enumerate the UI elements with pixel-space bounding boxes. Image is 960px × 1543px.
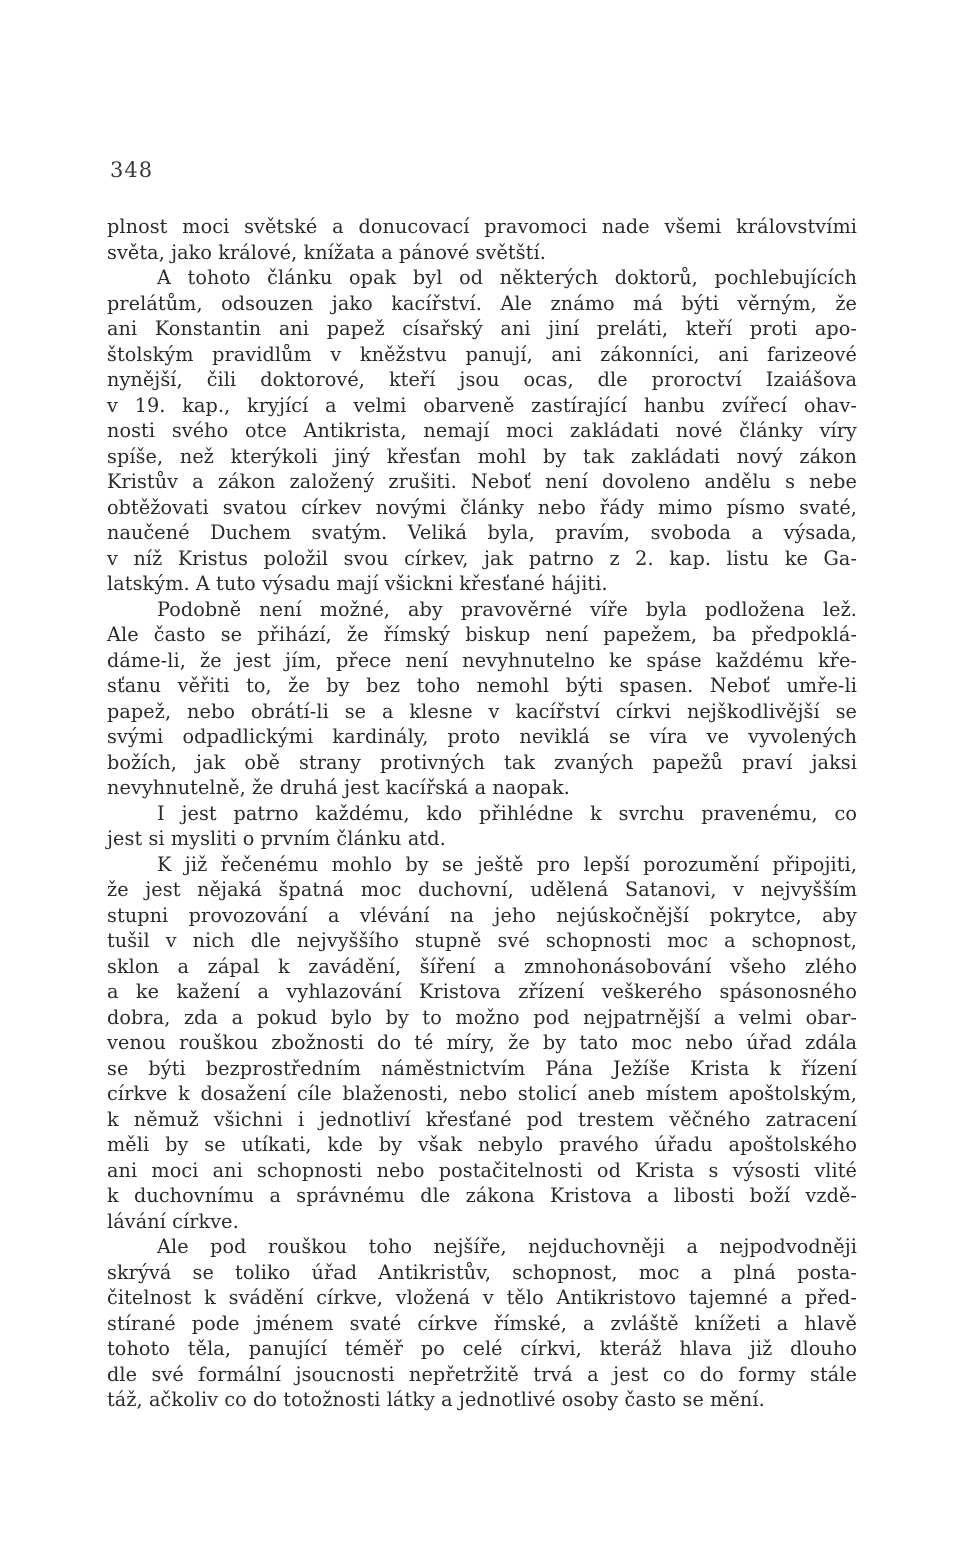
text-line: lávání církve. (107, 1209, 239, 1233)
text-line: ani moci ani schopnosti nebo postačitelnosti od Krista s výsosti vlité (107, 1158, 857, 1182)
text-line: spíše, než kterýkoli jiný křesťan mohl by tak zakládati nový zákon (107, 444, 857, 468)
text-line: dobra, zda a pokud bylo by to možno pod nejpatrnější a velmi obar- (107, 1005, 857, 1029)
text-line: stírané pode jménem svaté církve římské, a zvláště knížeti a hlavě (107, 1311, 857, 1335)
text-line: naučené Duchem svatým. Veliká byla, pravím, svoboda a výsada, (107, 521, 857, 544)
text-line: dáme-li, že jest jím, přece není nevyhnutelno ke spáse každému kře- (107, 648, 857, 672)
text-line: prelátům, odsouzen jako kacířství. Ale známo má býti věrným, že (107, 291, 857, 315)
text-line: sťanu věřiti to, že by bez toho nemohl býti spasen. Neboť umře-li (107, 674, 857, 697)
page-number: 348 (110, 158, 154, 182)
text-line: I jest patrno každému, kdo přihlédne k svrchu pravenému, co (157, 801, 857, 825)
text-line: štolským pravidlům v kněžstvu panují, ani zákonníci, ani farizeové (107, 342, 857, 366)
text-line: světa, jako králové, knížata a pánové světští. (107, 240, 546, 264)
text-line: nosti svého otce Antikrista, nemají moci zakládati nové články víry (107, 419, 857, 442)
text-line: ani Konstantin ani papež císařský ani jiní preláti, kteří proti apo- (107, 317, 857, 340)
text-line: papež, nebo obrátí-li se a klesne v kacířství církvi nejškodlivější se (107, 699, 857, 723)
text-line: A tohoto článku opak byl od některých doktorů, pochlebujících (157, 266, 857, 289)
text-line: se býti bezprostředním náměstnictvím Pána Ježíše Krista k řízení (107, 1056, 857, 1080)
text-line: dle své formální jsoucnosti nepřetržitě trvá a jest co do formy stále (107, 1362, 857, 1386)
text-line: svými odpadlickými kardinály, proto neviklá se víra ve vyvolených (107, 725, 857, 748)
text-line: Ale pod rouškou toho nejšíře, nejduchovněji a nejpodvodněji (157, 1235, 857, 1258)
text-line: plnost moci světské a donucovací pravomoci nade všemi královstvími (107, 215, 857, 238)
text-line: v 19. kap., kryjící a velmi obarveně zastírající hanbu zvířecí ohav- (107, 393, 857, 417)
text-line: Kristův a zákon založený zrušiti. Neboť není dovoleno andělu s nebe (107, 470, 857, 493)
text-line: že jest nějaká špatná moc duchovní, udělená Satanovi, v nejvyšším (107, 878, 857, 901)
text-line: čitelnost k svádění církve, vložená v tělo Antikristovo tajemné a před- (107, 1286, 857, 1309)
text-line: a ke kažení a vyhlazování Kristova zřízení veškerého spásonosného (107, 980, 857, 1003)
text-line: táž, ačkoliv co do totožnosti látky a jednotlivé osoby často se mění. (107, 1388, 765, 1411)
text-line: nynější, čili doktorové, kteří jsou ocas, dle proroctví Izaiášova (107, 368, 857, 391)
text-line: k němuž všichni i jednotliví křesťané pod trestem věčného zatracení (107, 1107, 857, 1131)
text-line: tohoto těla, panující téměř po celé církvi, kteráž hlava již dlouho (107, 1337, 857, 1360)
text-line: božích, jak obě strany protivných tak zvaných papežů praví jaksi (107, 750, 857, 774)
text-line: stupni provozování a vlévání na jeho nejúskočnější pokrytce, aby (107, 903, 857, 927)
text-line: Ale často se přihází, že římský biskup není papežem, ba předpoklá- (107, 623, 857, 646)
text-line: tušil v nich dle nejvyššího stupně své schopnosti moc a schopnost, (107, 929, 857, 952)
text-line: církve k dosažení cíle blaženosti, nebo stolicí aneb místem apoštolským, (107, 1082, 857, 1105)
text-line: měli by se utíkati, kde by však nebylo pravého úřadu apoštolského (107, 1133, 857, 1156)
text-line: nevyhnutelně, že druhá jest kacířská a naopak. (107, 776, 570, 799)
text-line: latským. A tuto výsadu mají všickni křesťané hájiti. (107, 572, 608, 595)
body-text (107, 214, 857, 1413)
text-line: K již řečenému mohlo by se ještě pro lepší porozumění připojiti, (157, 852, 857, 876)
text-line: sklon a zápal k zavádění, šíření a zmnohonásobování všeho zlého (107, 954, 857, 978)
text-line: Podobně není možné, aby pravověrné víře byla podložena lež. (157, 597, 857, 621)
text-line: jest si mysliti o prvním článku atd. (107, 827, 446, 850)
text-line: skrývá se toliko úřad Antikristův, schopnost, moc a plná posta- (107, 1260, 857, 1284)
text-line: k duchovnímu a správnému dle zákona Kristova a libosti boží vzdě- (107, 1184, 857, 1207)
text-line: obtěžovati svatou církev novými články nebo řády mimo písmo svaté, (107, 495, 857, 519)
text-line: v níž Kristus položil svou církev, jak patrno z 2. kap. listu ke Ga- (107, 546, 857, 570)
text-line: venou rouškou zbožnosti do té míry, že by tato moc nebo úřad zdála (107, 1031, 857, 1054)
